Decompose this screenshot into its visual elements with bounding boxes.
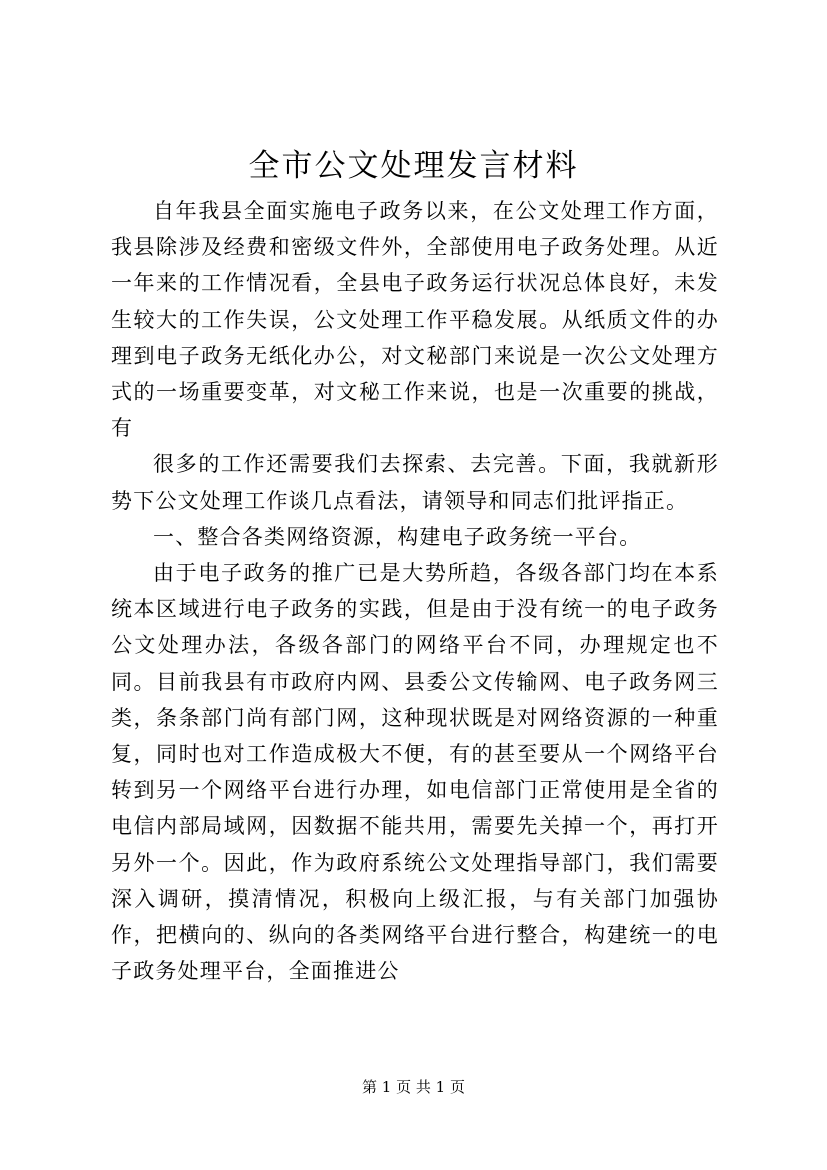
paragraph-1: 自年我县全面实施电子政务以来，在公文处理工作方面，我县除涉及经费和密级文件外，全部使用电子政务处理。从近一年来的工作情况看，全县电子政务运行状况总体良好，未发生较大的工作失误，公文处理工作平稳发展。从纸质文件的办理到电子政务无纸化办公，对文秘部门来说是一次公文处理方式的一场重要变革，对文秘工作来说，也是一次重要的挑战，有 <box>111 199 719 441</box>
section-heading-1: 一、整合各类网络资源，构建电子政务统一平台。 <box>153 524 642 549</box>
document-title: 全市公文处理发言材料 <box>248 148 579 184</box>
document-body <box>111 193 719 989</box>
paragraph-3: 由于电子政务的推广已是大势所趋，各级各部门均在本系统本区域进行电子政务的实践，但是由于没有统一的电子政务公文处理办法，各级各部门的网络平台不同，办理规定也不同。目前我县有市政府内网、县委公文传输网、电子政务网三类，条条部门尚有部门网，这种现状既是对网络资源的一种重复，同时也对工作造成极大不便，有的甚至要从一个网络平台转到另一个网络平台进行办理，如电信部门正常使用是全省的电信内部局域网，因数据不能共用，需要先关掉一个，再打开另外一个。因此，作为政府系统公文处理指导部门，我们需要深入调研，摸清情况，积极向上级汇报，与有关部门加强协作，把横向的、纵向的各类网络平台进行整合，构建统一的电子政务处理平台，全面推进公 <box>111 561 719 984</box>
paragraph-2: 很多的工作还需要我们去探索、去完善。下面，我就新形势下公文处理工作谈几点看法，请领导和同志们批评指正。 <box>111 452 719 513</box>
page-footer: 第 1 页 共 1 页 <box>362 1078 465 1096</box>
